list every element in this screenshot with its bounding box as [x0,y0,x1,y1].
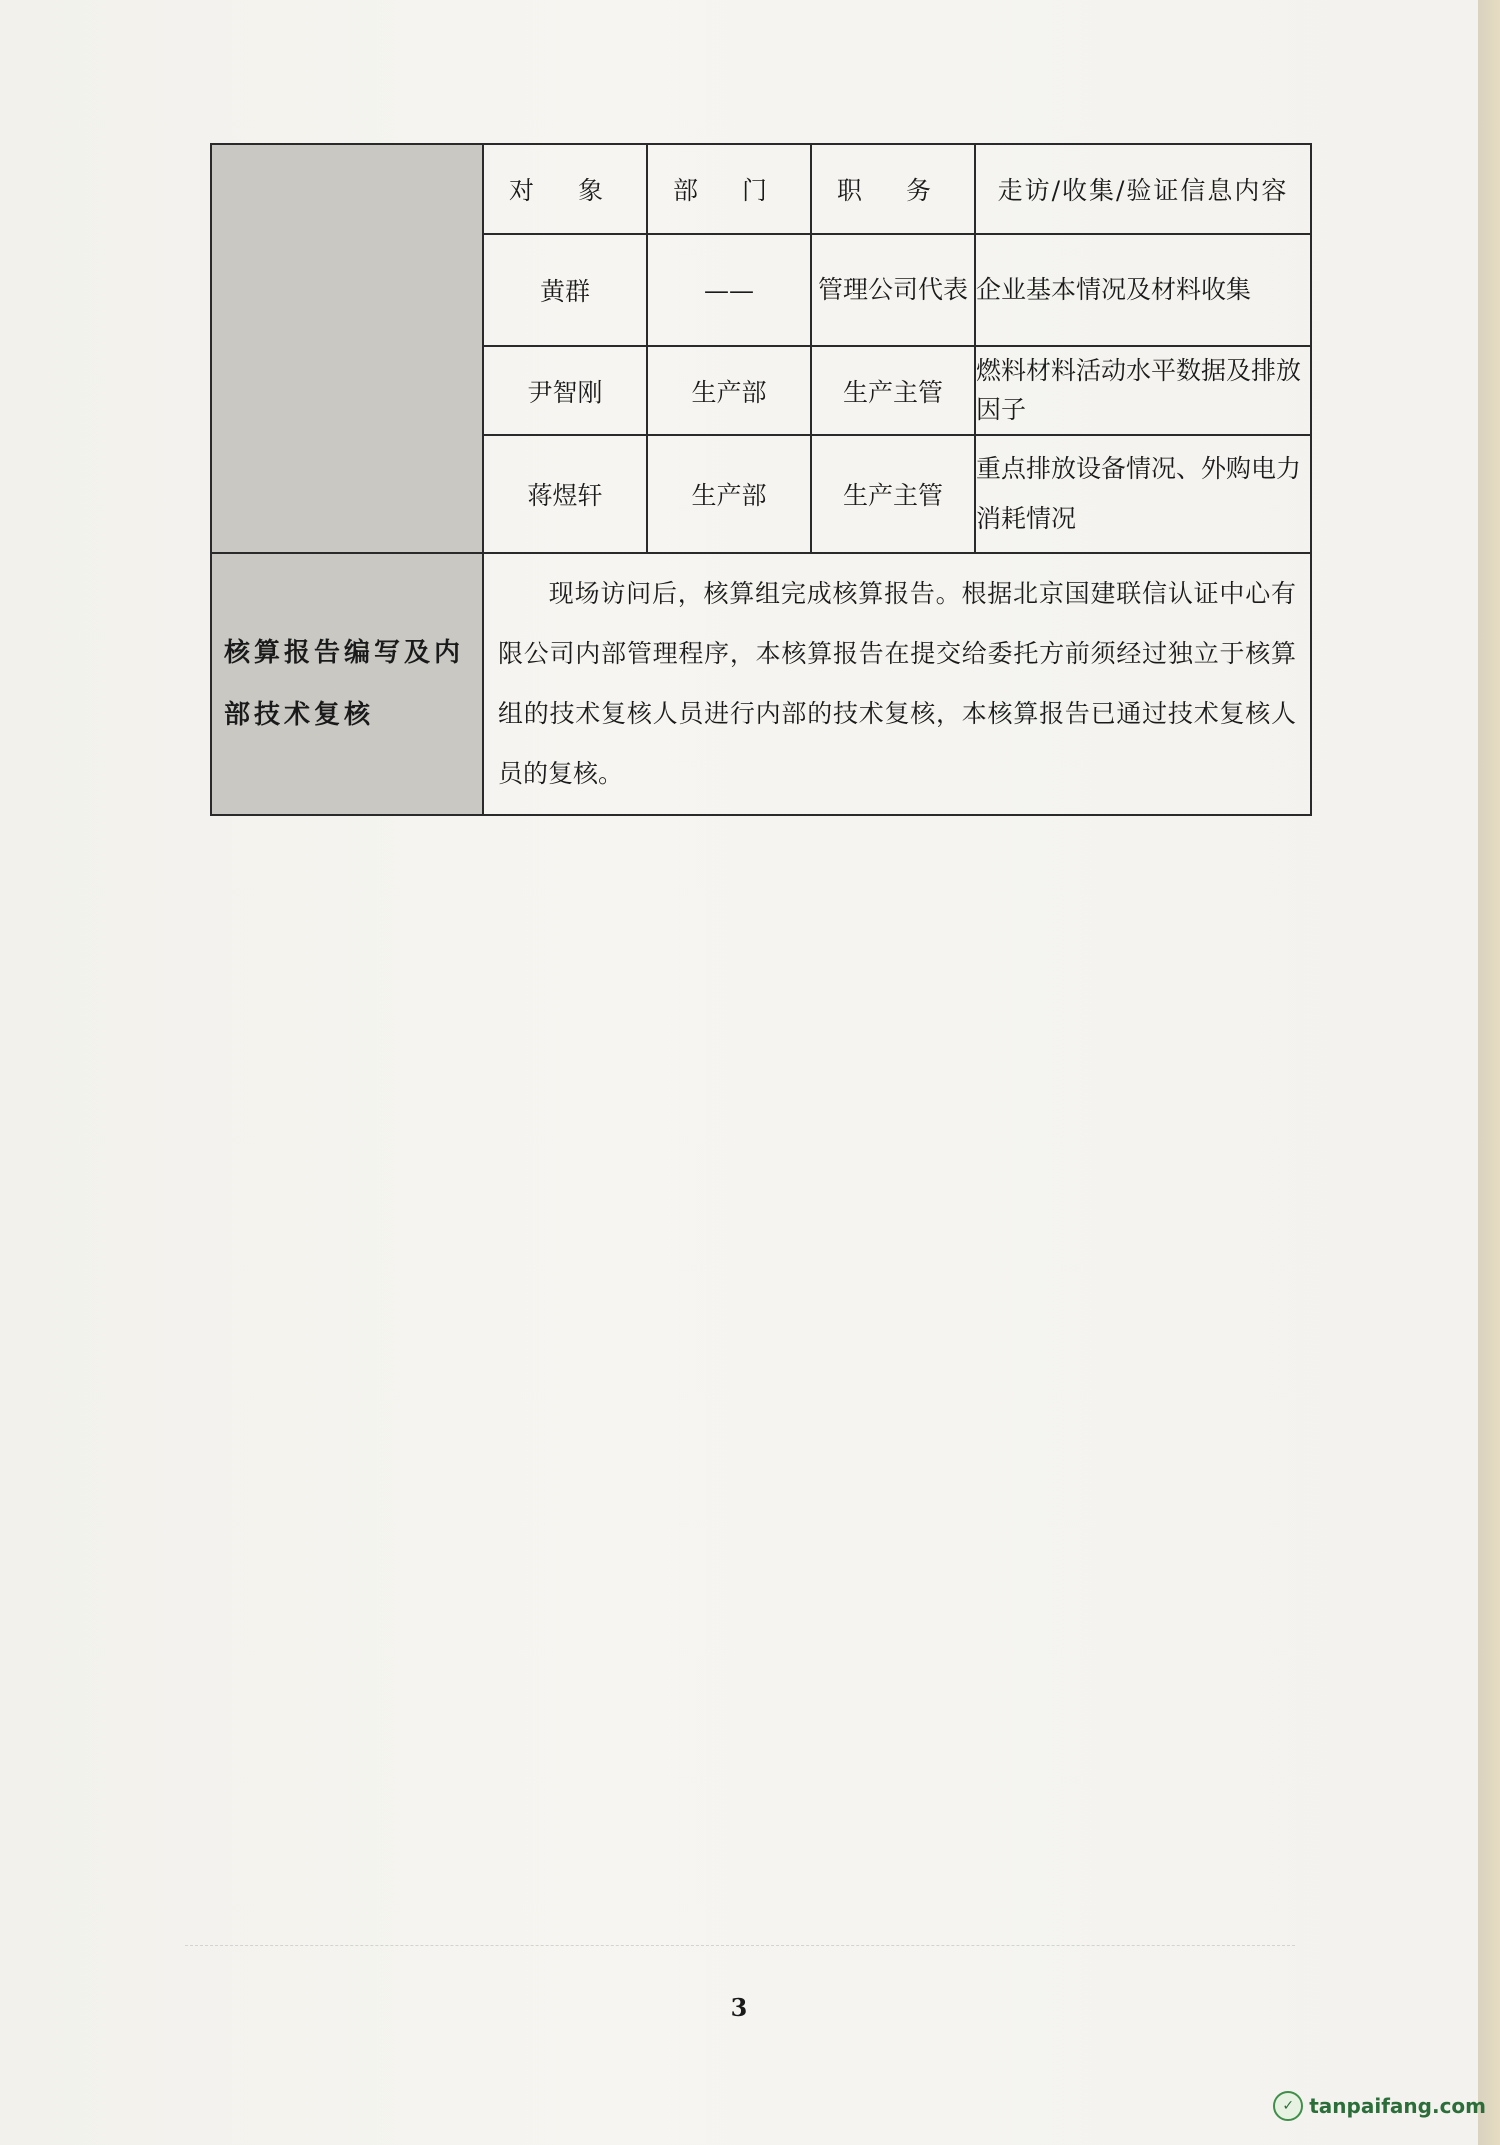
watermark [1273,2091,1486,2121]
page-number: 3 [730,1993,748,2022]
interview-table [210,143,1312,816]
row-object: 黄群 [483,234,647,346]
row-department: —— [647,234,811,346]
row-content: 企业基本情况及材料收集 [975,234,1311,346]
review-label: 核算报告编写及内部技术复核 [211,553,483,815]
row-position: 生产主管 [811,435,975,553]
shaded-blank-cell [211,144,483,553]
watermark-text: tanpaifang.com [1309,2094,1486,2118]
footer-divider [185,1945,1295,1946]
header-object: 对 象 [483,144,647,234]
row-position: 管理公司代表 [811,234,975,346]
row-content: 燃料材料活动水平数据及排放因子 [975,346,1311,435]
row-object: 蒋煜轩 [483,435,647,553]
row-object: 尹智刚 [483,346,647,435]
row-department: 生产部 [647,435,811,553]
tanpaifang-logo-icon: ✓ [1273,2091,1303,2121]
review-row [211,553,1311,815]
review-text [483,553,1311,815]
header-position: 职 务 [811,144,975,234]
row-position: 生产主管 [811,346,975,435]
page-edge [1478,0,1500,2145]
header-department: 部 门 [647,144,811,234]
review-text-body: 现场访问后，核算组完成核算报告。根据北京国建联信认证中心有限公司内部管理程序，本核算报告在提交给委托方前须经过独立于核算组的技术复核人员进行内部的技术复核，本核算报告已通过技术复核人员的复核。 [498,579,1296,788]
header-content: 走访/收集/验证信息内容 [975,144,1311,234]
row-department: 生产部 [647,346,811,435]
row-content: 重点排放设备情况、外购电力消耗情况 [975,435,1311,553]
table-header-row [211,144,1311,234]
